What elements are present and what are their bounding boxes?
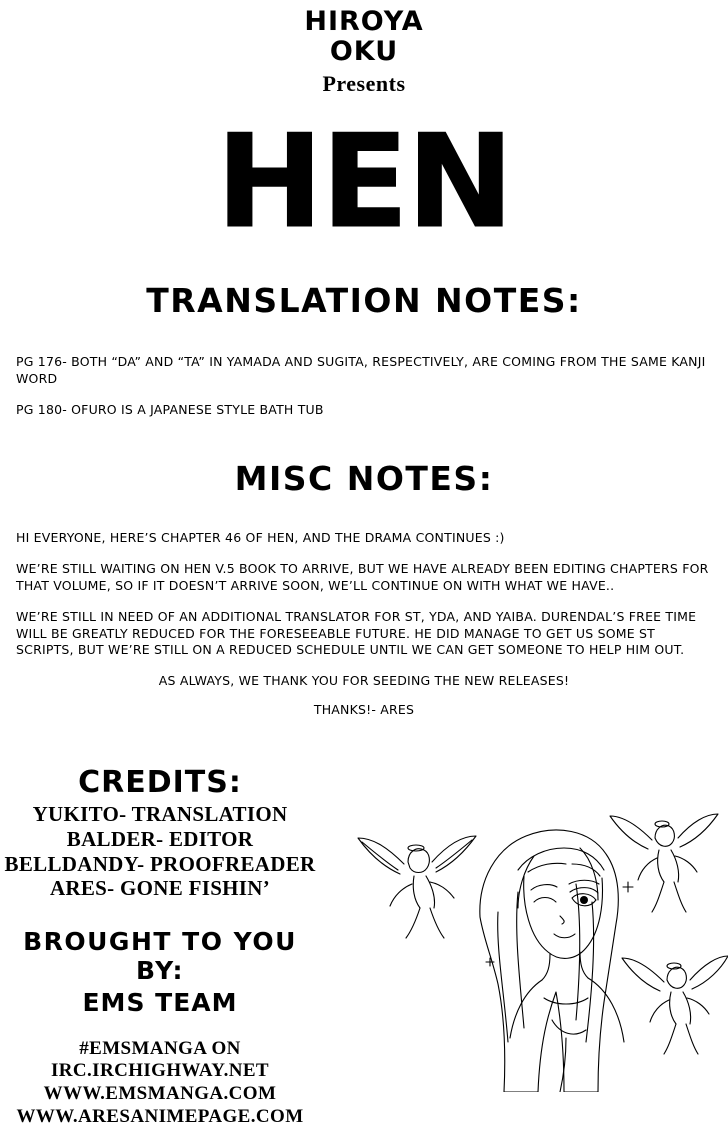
author-name-last: OKU <box>329 36 399 68</box>
presents-label: Presents <box>322 71 406 97</box>
translation-note-item: PG 176- BOTH “DA” AND “TA” IN YAMADA AND SUGITA, RESPECTIVELY, ARE COMING FROM THE SAME KANJI WORD <box>16 354 706 387</box>
brought-to-you-by-block <box>0 928 320 1129</box>
author-name-first: HIROYA <box>304 6 424 37</box>
misc-notes-block <box>0 530 728 717</box>
series-title: HEN <box>216 108 512 258</box>
credits-line: BELLDANDY- PROOFREADER <box>4 851 316 876</box>
website-link[interactable]: WWW.ARESANIMEPAGE.COM <box>16 1105 304 1127</box>
author-block <box>0 0 728 97</box>
credits-line: BALDER- EDITOR <box>66 826 254 851</box>
credits-line: ARES- GONE FISHIN’ <box>49 876 271 901</box>
website-link[interactable]: WWW.EMSMANGA.COM <box>43 1083 277 1105</box>
misc-note-paragraph: HI EVERYONE, HERE’S CHAPTER 46 OF HEN, AND THE DRAMA CONTINUES :) <box>16 530 505 546</box>
credits-line: YUKITO- TRANSLATION <box>32 802 288 826</box>
irc-server-line: IRC.IRCHIGHWAY.NET <box>50 1060 270 1082</box>
manga-illustration <box>328 752 728 1092</box>
translation-note-item: PG 180- OFURO IS A JAPANESE STYLE BATH TUB <box>16 402 324 418</box>
seeding-thanks-line: AS ALWAYS, WE THANK YOU FOR SEEDING THE NEW RELEASES! <box>158 673 570 689</box>
credits-block <box>0 765 320 901</box>
misc-note-paragraph: WE’RE STILL IN NEED OF AN ADDITIONAL TRANSLATOR FOR ST, YDA, AND YAIBA. DURENDAL’S FREE TIME WILL BE GREATLY REDUCED FOR THE FORESEEABLE FUTURE. HE DID MANAGE TO GET US SOME ST SCRIPTS, BUT WE’RE STILL ON A REDUCED SCHEDULE UNTIL WE CAN GET SOMEONE TO HELP HIM OUT. <box>16 608 697 658</box>
signoff-line: THANKS!- ARES <box>313 702 415 718</box>
team-name: EMS TEAM <box>82 987 238 1017</box>
misc-notes-heading: MISC NOTES: <box>234 459 494 499</box>
translation-notes-block <box>0 354 728 419</box>
brought-to-you-by-heading: BROUGHT TO YOU BY: <box>23 927 297 985</box>
irc-channel-line: #EMSMANGA ON <box>79 1037 241 1059</box>
links-list <box>0 1038 320 1129</box>
misc-note-paragraph: WE’RE STILL WAITING ON HEN V.5 BOOK TO ARRIVE, BUT WE HAVE ALREADY BEEN EDITING CHAPTERS FOR THAT VOLUME, SO IF IT DOESN’T ARRIVE SOON, WE’LL CONTINUE ON WITH WHAT WE HAVE.. <box>16 560 709 593</box>
translation-notes-heading: TRANSLATION NOTES: <box>146 281 582 321</box>
credits-heading: CREDITS: <box>78 765 242 800</box>
